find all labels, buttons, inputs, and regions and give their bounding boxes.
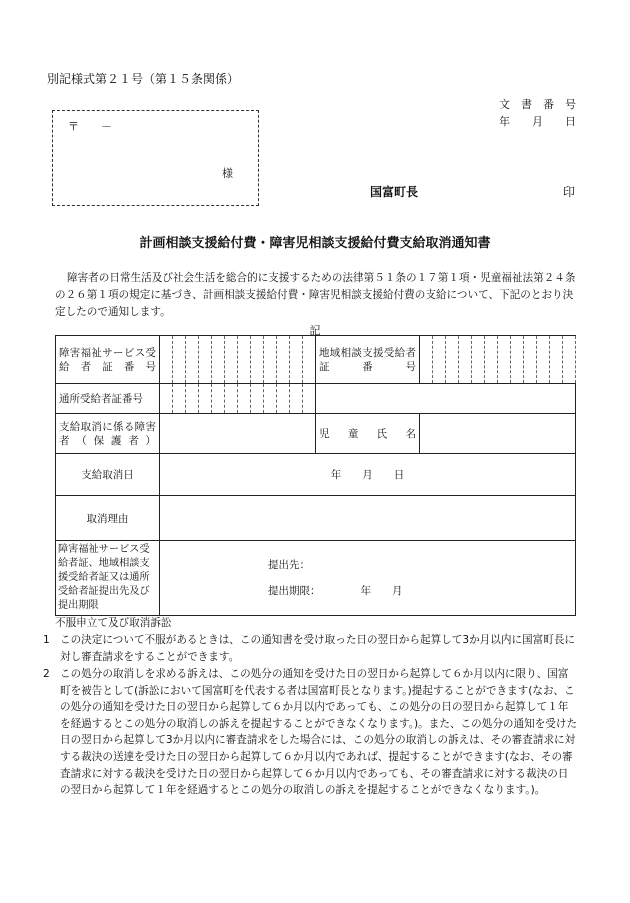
submission-label: 障害福祉サービス受給者証、地域相談支援受給者証又は通所受給者証提出先及び提出期限 — [56, 541, 160, 616]
person-value[interactable] — [160, 414, 316, 454]
digit-box[interactable] — [433, 336, 446, 384]
notice-table — [55, 335, 576, 616]
digit-box[interactable] — [160, 336, 173, 384]
digit-box[interactable] — [303, 384, 316, 414]
digit-box[interactable] — [290, 384, 303, 414]
digit-box[interactable] — [251, 384, 264, 414]
digit-box[interactable] — [459, 336, 472, 384]
digit-box[interactable] — [225, 336, 238, 384]
digit-box[interactable] — [277, 336, 290, 384]
child-name-label: 児童氏名 — [316, 414, 420, 454]
digit-box[interactable] — [238, 336, 251, 384]
day-service-cert-blank[interactable] — [316, 384, 576, 414]
digit-box[interactable] — [186, 336, 199, 384]
digit-box[interactable] — [238, 384, 251, 414]
appeal-item — [43, 632, 578, 665]
appeal-item-number: 2 — [43, 668, 50, 680]
digit-box[interactable] — [173, 384, 186, 414]
ki-marker: 記 — [309, 324, 321, 337]
digit-box[interactable] — [303, 336, 316, 384]
submission-dest-label: 提出先： — [268, 559, 310, 571]
regional-cert-number-label: 地域相談支援受給者証番号 — [316, 336, 420, 384]
digit-box[interactable] — [537, 336, 550, 384]
intro-paragraph: 障害者の日常生活及び社会生活を総合的に支援するための法律第５１条の１７第１項・児童福祉法第２４条の２６第１項の規定に基づき、計画相談支援給付費・障害児相談支援給付費の支給について、下記のとおり決定したので通知します。 — [55, 272, 576, 318]
appeal-item-number: 1 — [43, 634, 50, 646]
honorific: 様 — [222, 167, 233, 180]
seal-mark: 印 — [563, 185, 576, 199]
cancel-reason-label: 取消理由 — [56, 496, 160, 541]
date-label: 年 月 日 — [499, 115, 576, 128]
cancel-date-label: 支給取消日 — [56, 454, 160, 496]
digit-box[interactable] — [563, 336, 576, 384]
digit-box[interactable] — [277, 384, 290, 414]
digit-box[interactable] — [251, 336, 264, 384]
digit-box[interactable] — [550, 336, 563, 384]
appeal-item — [43, 666, 578, 799]
digit-box[interactable] — [524, 336, 537, 384]
digit-box[interactable] — [264, 384, 277, 414]
doc-number-label: 文 書 番 号 — [499, 98, 576, 111]
digit-box[interactable] — [511, 336, 524, 384]
day-service-cert-number-label: 通所受給者証番号 — [56, 384, 160, 414]
digit-box[interactable] — [212, 336, 225, 384]
cancel-date-value[interactable]: 年 月 日 — [160, 454, 576, 496]
sender-name: 国富町長 — [370, 185, 419, 199]
digit-box[interactable] — [264, 336, 277, 384]
appeal-item-text: この決定について不服があるときは、この通知書を受け取った日の翌日から起算して3か月以内に国富町長に対し審査請求をすることができます。 — [60, 634, 576, 663]
digit-box[interactable] — [498, 336, 511, 384]
digit-box[interactable] — [173, 336, 186, 384]
form-id: 別記様式第２１号（第１５条関係） — [47, 72, 240, 86]
digit-box[interactable] — [485, 336, 498, 384]
cancel-reason-value[interactable] — [160, 496, 576, 541]
submission-deadline-value: 年 月 — [360, 585, 403, 597]
document-title: 計画相談支援給付費・障害児相談支援給付費支給取消通知書 — [139, 236, 491, 251]
digit-box[interactable] — [212, 384, 225, 414]
digit-box[interactable] — [186, 384, 199, 414]
digit-box[interactable] — [446, 336, 459, 384]
person-label: 支給取消に係る障害者（保護者） — [56, 414, 160, 454]
submission-value[interactable] — [160, 541, 576, 616]
appeal-item-text: この処分の取消しを求める訴えは、この処分の通知を受けた日の翌日から起算して６か月以内に限り、国富町を被告として(訴訟において国富町を代表する者は国富町長となります。)提起することができます(なお、この処分の通知を受けた日の翌日から起算して６か月以内であっても、この処分の日の翌日から起算して１年を経過するとこの処分の取消しの訴えを提起することができなくなります。)。また、この処分の通知を受けた日の翌日から起算して3か月以内に審査請求をした場合には、この処分の取消しの訴えは、その審査請求に対する裁決の送達を受けた日の翌日から起算して６か月以内であれば、提起することができます(なお、その審査請求に対する裁決を受けた日の翌日から起算して６か月以内であっても、その審査請求に対する裁決の日の翌日から起算して１年を経過するとこの処分の取消しの訴えを提起することができなくなります。)。 — [60, 668, 578, 797]
services-cert-number-label: 障害福祉サービス受給者証番号 — [56, 336, 160, 384]
digit-box[interactable] — [420, 336, 433, 384]
digit-box[interactable] — [290, 336, 303, 384]
digit-box[interactable] — [472, 336, 485, 384]
digit-box[interactable] — [225, 384, 238, 414]
child-name-value[interactable] — [420, 414, 576, 454]
appeal-heading: 不服申立て及び取消訴訟 — [55, 617, 172, 629]
postal-mark: 〒 － — [68, 120, 112, 133]
digit-box[interactable] — [160, 384, 173, 414]
digit-box[interactable] — [199, 336, 212, 384]
digit-box[interactable] — [199, 384, 212, 414]
submission-deadline-label: 提出期限： — [268, 585, 321, 597]
